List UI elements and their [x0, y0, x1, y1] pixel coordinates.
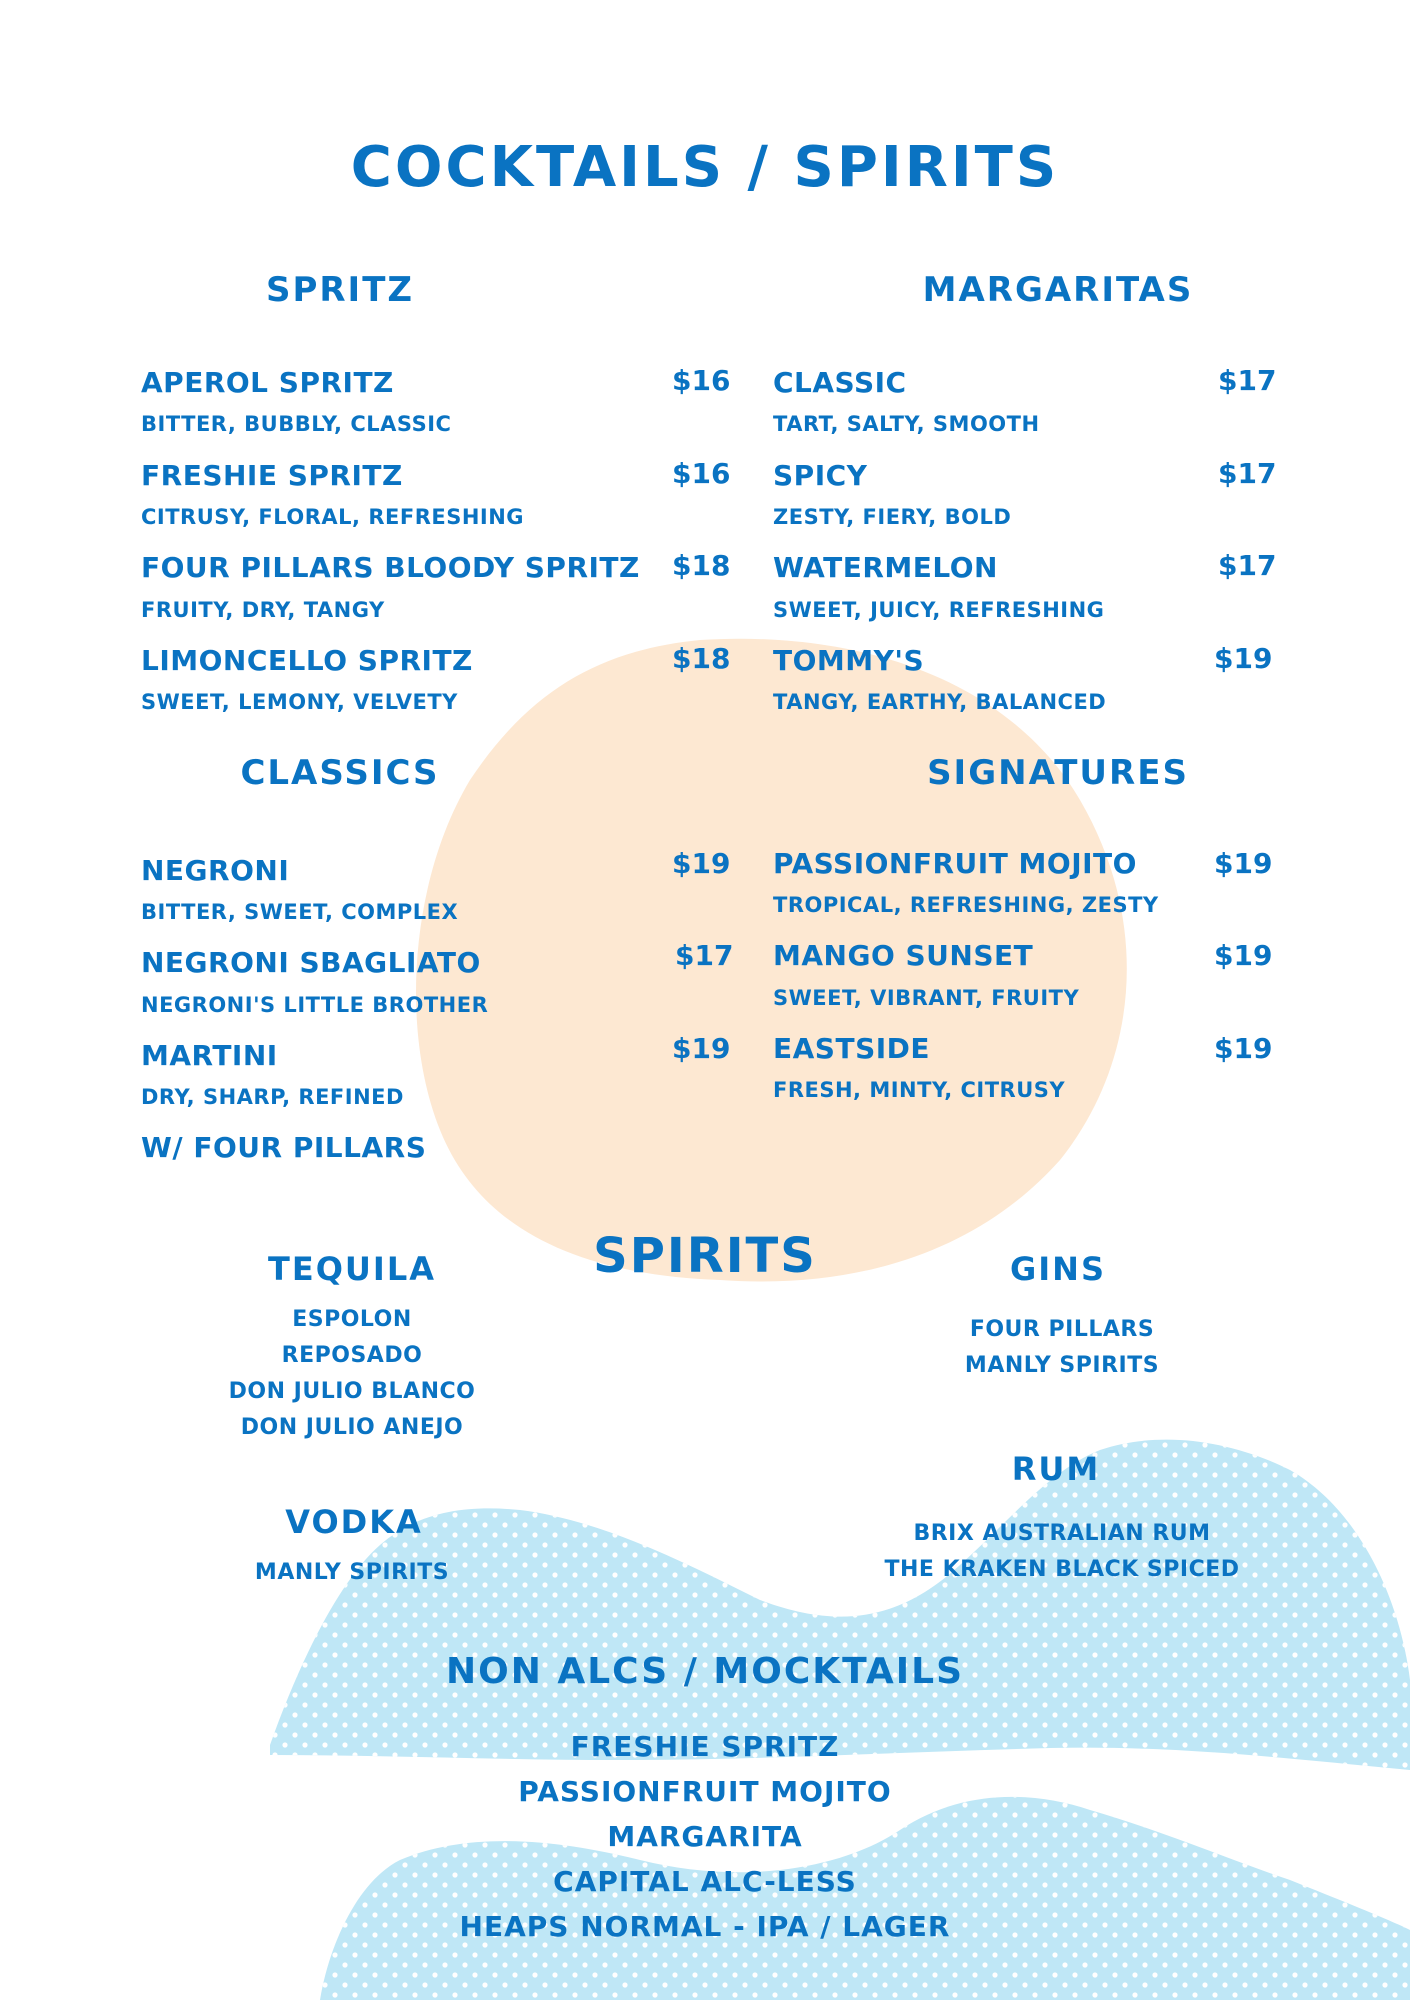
item-price: $18: [672, 549, 731, 582]
non-alcs-list: [0, 1724, 1410, 1949]
item-price: $17: [675, 939, 734, 972]
non-alcs-heading: NON ALCS / MOCKTAILS: [445, 1651, 965, 1692]
list-item: DON JULIO BLANCO: [228, 1379, 476, 1404]
item-name: TOMMY'S: [773, 644, 925, 677]
item-description: SWEET, VIBRANT, FRUITY: [773, 986, 1080, 1010]
item-name: NEGRONI: [141, 854, 290, 887]
rum-heading: RUM: [1011, 1450, 1101, 1488]
gins-list: [912, 1312, 1212, 1384]
item-name: APEROL SPRITZ: [141, 366, 394, 399]
item-name: FOUR PILLARS BLOODY SPRITZ: [141, 551, 640, 584]
list-item: MARGARITA: [607, 1820, 803, 1853]
classics-note: W/ FOUR PILLARS: [141, 1131, 427, 1164]
page-title: COCKTAILS / SPIRITS: [350, 135, 1060, 200]
margaritas-heading: MARGARITAS: [922, 270, 1194, 310]
item-name: SPICY: [773, 459, 868, 492]
tequila-list: [202, 1302, 502, 1446]
item-name: CLASSIC: [773, 366, 907, 399]
item-description: TROPICAL, REFRESHING, ZESTY: [773, 893, 1159, 917]
item-name: LIMONCELLO SPRITZ: [141, 644, 473, 677]
item-description: NEGRONI'S LITTLE BROTHER: [141, 993, 489, 1017]
list-item: DON JULIO ANEJO: [240, 1415, 464, 1440]
item-name: EASTSIDE: [773, 1032, 931, 1065]
vodka-heading: VODKA: [285, 1503, 423, 1541]
list-item: ESPOLON: [292, 1307, 412, 1332]
item-description: SWEET, LEMONY, VELVETY: [141, 690, 458, 714]
item-description: BITTER, SWEET, COMPLEX: [141, 900, 459, 924]
classics-heading: CLASSICS: [240, 753, 440, 793]
item-name: MARTINI: [141, 1039, 278, 1072]
item-name: WATERMELON: [773, 551, 998, 584]
item-description: SWEET, JUICY, REFRESHING: [773, 598, 1105, 622]
item-price: $19: [1214, 642, 1273, 675]
item-price: $19: [672, 847, 731, 880]
list-item: FOUR PILLARS: [969, 1317, 1155, 1342]
item-price: $16: [672, 364, 731, 397]
item-description: ZESTY, FIERY, BOLD: [773, 505, 1012, 529]
list-item: MANLY SPIRITS: [964, 1353, 1160, 1378]
item-price: $19: [1214, 847, 1273, 880]
item-description: FRUITY, DRY, TANGY: [141, 598, 385, 622]
item-name: NEGRONI SBAGLIATO: [141, 946, 481, 979]
vodka-list: [202, 1555, 502, 1591]
blue-wave-upper-dots: [270, 1440, 1410, 1770]
item-name: PASSIONFRUIT MOJITO: [773, 847, 1137, 880]
item-description: FRESH, MINTY, CITRUSY: [773, 1078, 1066, 1102]
item-description: DRY, SHARP, REFINED: [141, 1085, 404, 1109]
rum-list: [862, 1516, 1262, 1588]
gins-heading: GINS: [1010, 1250, 1106, 1288]
spritz-heading: SPRITZ: [265, 270, 415, 310]
signatures-heading: SIGNATURES: [927, 753, 1189, 793]
item-name: FRESHIE SPRITZ: [141, 459, 403, 492]
list-item: BRIX AUSTRALIAN RUM: [913, 1521, 1211, 1546]
item-price: $17: [1218, 549, 1277, 582]
list-item: CAPITAL ALC-LESS: [553, 1865, 857, 1898]
item-price: $19: [1214, 939, 1273, 972]
item-description: CITRUSY, FLORAL, REFRESHING: [141, 505, 525, 529]
item-price: $19: [1214, 1032, 1273, 1065]
list-item: FRESHIE SPRITZ: [570, 1730, 840, 1763]
item-name: MANGO SUNSET: [773, 939, 1034, 972]
list-item: REPOSADO: [281, 1343, 423, 1368]
item-price: $18: [672, 642, 731, 675]
item-price: $17: [1218, 457, 1277, 490]
item-description: BITTER, BUBBLY, CLASSIC: [141, 412, 452, 436]
list-item: PASSIONFRUIT MOJITO: [518, 1775, 892, 1808]
list-item: THE KRAKEN BLACK SPICED: [884, 1557, 1240, 1582]
item-price: $17: [1218, 364, 1277, 397]
list-item: HEAPS NORMAL - IPA / LAGER: [459, 1910, 951, 1943]
item-description: TART, SALTY, SMOOTH: [773, 412, 1040, 436]
item-price: $19: [672, 1032, 731, 1065]
list-item: MANLY SPIRITS: [254, 1560, 450, 1585]
item-description: TANGY, EARTHY, BALANCED: [773, 690, 1107, 714]
tequila-heading: TEQUILA: [268, 1250, 436, 1288]
item-price: $16: [672, 457, 731, 490]
spirits-heading: SPIRITS: [593, 1228, 817, 1284]
